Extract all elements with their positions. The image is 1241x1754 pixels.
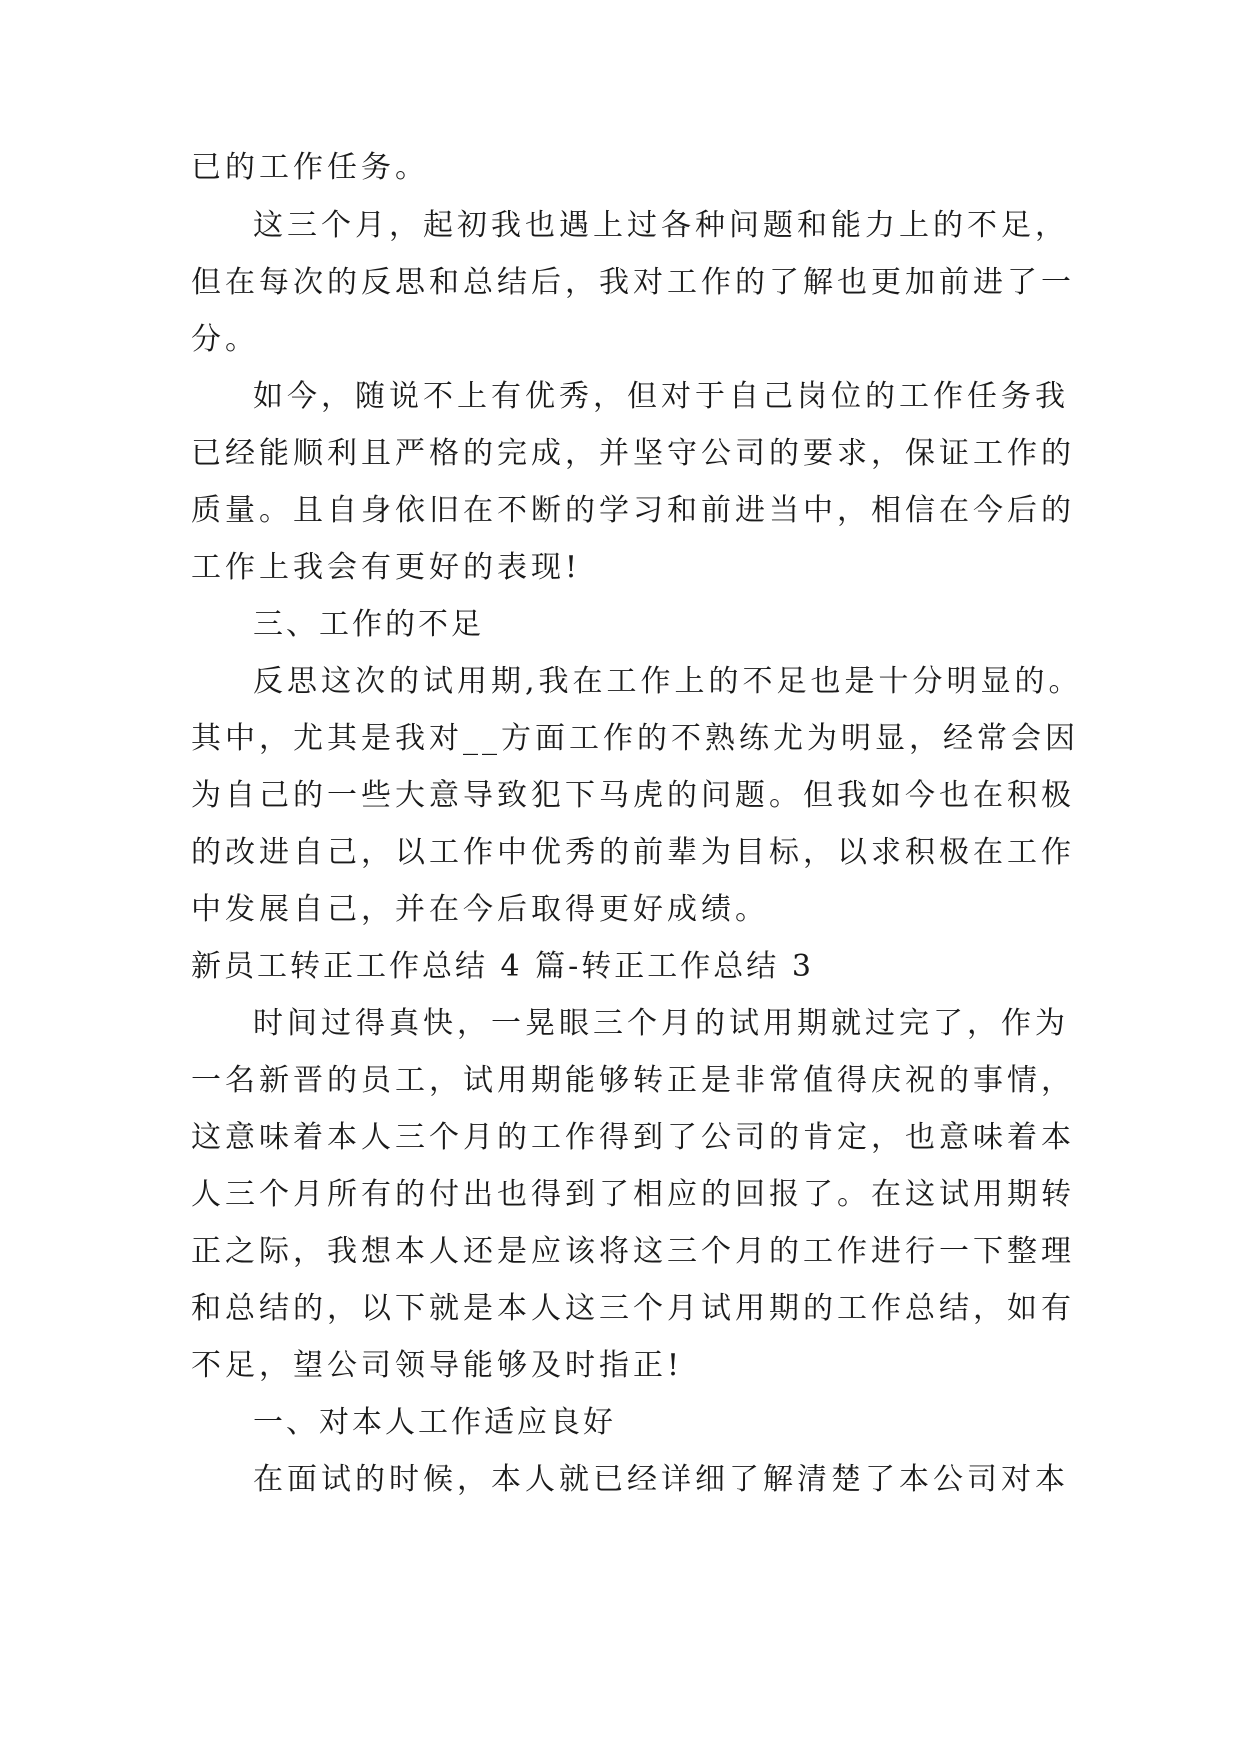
body-text-line: 质量。且自身依旧在不断的学习和前进当中，相信在今后的 xyxy=(191,493,1075,528)
paragraph-first-line: 时间过得真快，一晃眼三个月的试用期就过完了，作为 xyxy=(253,1006,1069,1041)
body-text-line: 但在每次的反思和总结后，我对工作的了解也更加前进了一 xyxy=(191,265,1075,300)
article-title: 新员工转正工作总结 4 篇-转正工作总结 3 xyxy=(191,949,814,984)
section-heading: 三、工作的不足 xyxy=(253,607,484,642)
body-text-line: 不足，望公司领导能够及时指正! xyxy=(191,1348,684,1383)
paragraph-first-line: 反思这次的试用期,我在工作上的不足也是十分明显的。 xyxy=(253,664,1083,699)
paragraph-first-line: 在面试的时候，本人就已经详细了解清楚了本公司对本 xyxy=(253,1462,1069,1497)
paragraph-first-line: 这三个月，起初我也遇上过各种问题和能力上的不足， xyxy=(253,208,1069,243)
body-text-line: 已的工作任务。 xyxy=(191,150,429,185)
paragraph-first-line: 如今，随说不上有优秀，但对于自己岗位的工作任务我 xyxy=(253,379,1069,414)
body-text-line: 已经能顺利且严格的完成，并坚守公司的要求，保证工作的 xyxy=(191,436,1075,471)
body-text-line: 工作上我会有更好的表现! xyxy=(191,550,582,585)
body-text-line: 人三个月所有的付出也得到了相应的回报了。在这试用期转 xyxy=(191,1177,1075,1212)
body-text-line: 为自己的一些大意导致犯下马虎的问题。但我如今也在积极 xyxy=(191,778,1075,813)
body-text-line: 中发展自己，并在今后取得更好成绩。 xyxy=(191,892,769,927)
body-text-line: 其中，尤其是我对__方面工作的不熟练尤为明显，经常会因 xyxy=(191,721,1079,756)
body-text-line: 的改进自己，以工作中优秀的前辈为目标，以求积极在工作 xyxy=(191,835,1075,870)
body-text-line: 一名新晋的员工，试用期能够转正是非常值得庆祝的事情， xyxy=(191,1063,1075,1098)
section-heading: 一、对本人工作适应良好 xyxy=(253,1405,616,1440)
body-text-line: 这意味着本人三个月的工作得到了公司的肯定，也意味着本 xyxy=(191,1120,1075,1155)
body-text-line: 分。 xyxy=(191,322,259,357)
body-text-line: 和总结的，以下就是本人这三个月试用期的工作总结，如有 xyxy=(191,1291,1075,1326)
body-text-line: 正之际，我想本人还是应该将这三个月的工作进行一下整理 xyxy=(191,1234,1075,1269)
